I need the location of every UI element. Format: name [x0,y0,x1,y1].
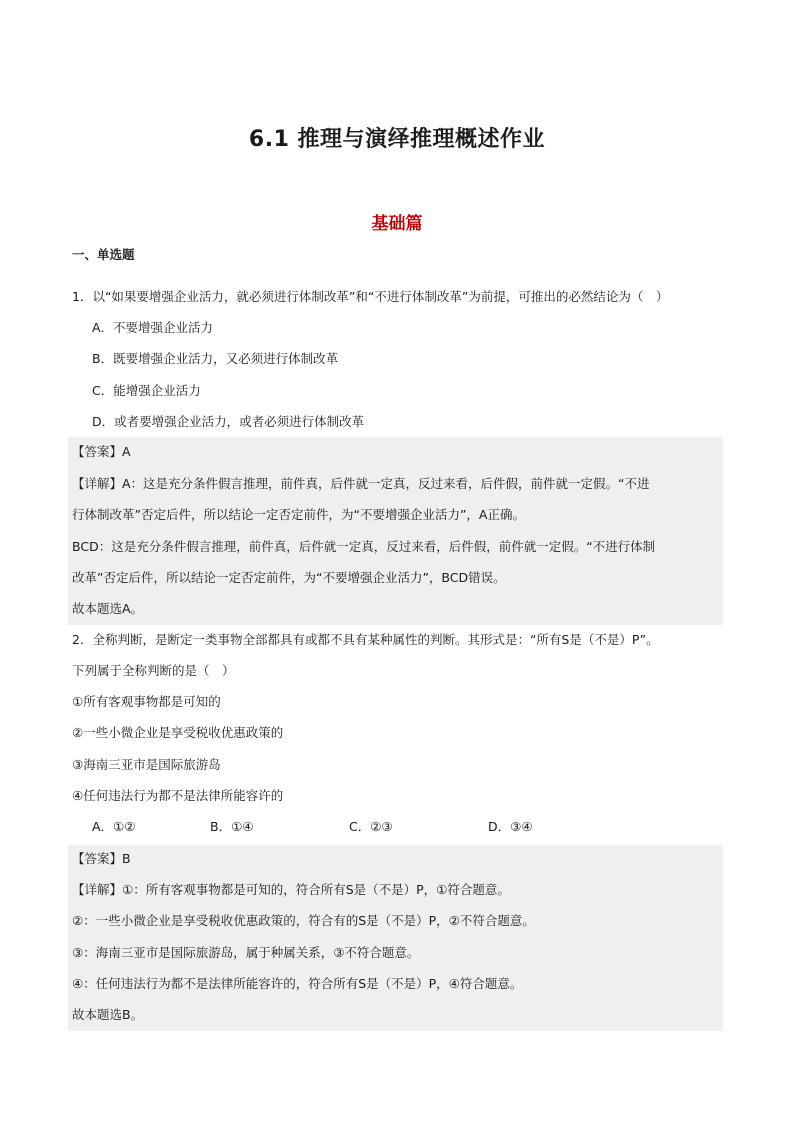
question-2-detail-line: ②：一些小微企业是享受税收优惠政策的，符合有的S是（不是）P，②不符合题意。 [72,913,535,928]
question-2-detail-line: 【详解】①：所有客观事物都是可知的，符合所有S是（不是）P，①符合题意。 [72,882,510,897]
question-2-conclusion: 故本题选B。 [72,1007,144,1022]
question-1-detail-line: 行体制改革”否定后件，所以结论一定否定前件，为“不要增强企业活力”，A正确。 [72,507,525,522]
question-type-heading: 一、单选题 [72,247,135,262]
question-2-item-2: ②一些小微企业是享受税收优惠政策的 [72,725,284,740]
question-1-stem: 1．以“如果要增强企业活力，就必须进行体制改革”和“不进行体制改革”为前提，可推出的必然结论为（ ） [72,289,669,304]
question-2-item-3: ③海南三亚市是国际旅游岛 [72,757,221,772]
question-1-detail-line: BCD：这是充分条件假言推理，前件真，后件就一定真，反过来看，后件假，前件就一定假。“不进行体制 [72,539,656,554]
question-1-answer-panel [68,437,723,625]
question-1-option-b: B．既要增强企业活力，又必须进行体制改革 [92,351,339,366]
question-2-stem: 下列属于全称判断的是（ ） [72,663,235,678]
question-1-detail-line: 改革”否定后件，所以结论一定否定前件，为“不要增强企业活力”，BCD错误。 [72,570,506,585]
document-title: 6.1 推理与演绎推理概述作业 [248,127,546,152]
question-1-detail-line: 【详解】A：这是充分条件假言推理，前件真，后件就一定真，反过来看，后件假，前件就一定假。“不进 [72,476,650,491]
question-1-conclusion: 故本题选A。 [72,601,144,616]
question-2-item-1: ①所有客观事物都是可知的 [72,694,221,709]
question-2-option-d: D．③④ [488,819,533,834]
question-2-answer: 【答案】B [72,851,131,866]
question-1-option-c: C．能增强企业活力 [92,383,201,398]
question-2-stem: 2．全称判断，是断定一类事物全部都具有或都不具有某种属性的判断。其形式是：“所有S是（不是）P”。 [72,632,659,647]
question-1-option-d: D．或者要增强企业活力，或者必须进行体制改革 [92,414,365,429]
question-2-answer-panel [68,845,723,1031]
question-2-option-b: B．①④ [210,819,254,834]
question-2-detail-line: ③：海南三亚市是国际旅游岛，属于种属关系，③不符合题意。 [72,945,420,960]
question-2-option-a: A．①② [92,819,136,834]
section-heading: 基础篇 [371,214,423,234]
question-2-detail-line: ④：任何违法行为都不是法律所能容许的，符合所有S是（不是）P，④符合题意。 [72,976,523,991]
question-1-option-a: A．不要增强企业活力 [92,320,214,335]
question-2-item-4: ④任何违法行为都不是法律所能容许的 [72,788,284,803]
question-2-option-c: C．②③ [349,819,393,834]
question-1-answer: 【答案】A [72,444,131,459]
